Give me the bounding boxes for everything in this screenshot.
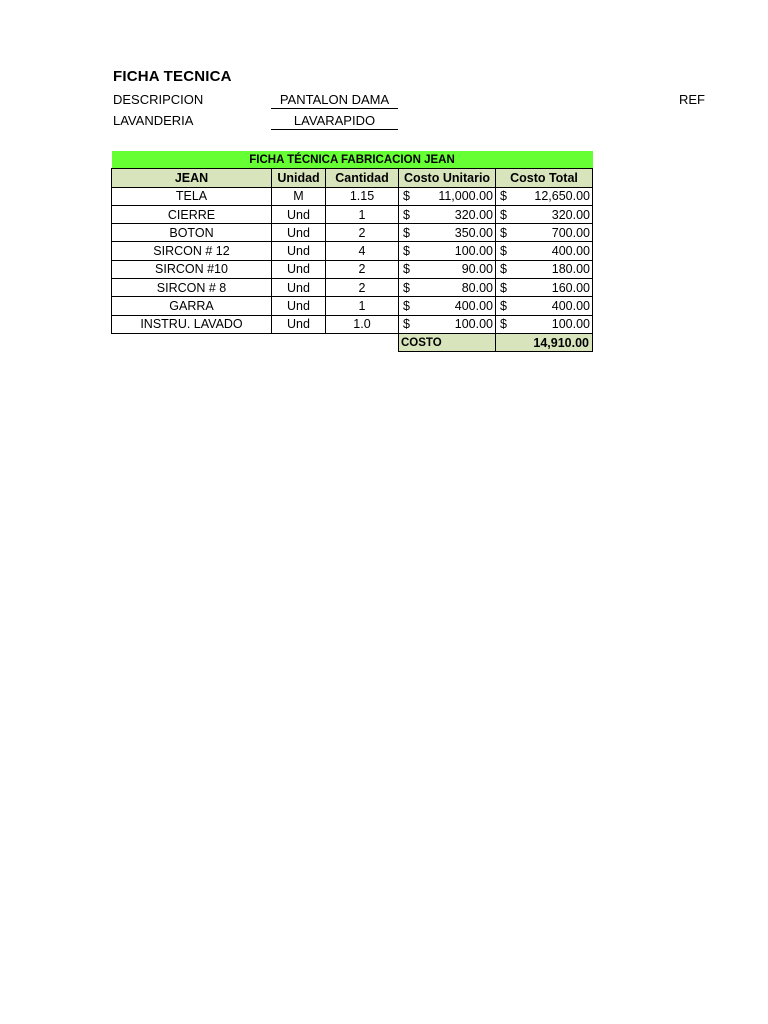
money-value [496, 317, 592, 331]
item-cell: GARRA [112, 297, 272, 315]
unit-cost-cell [399, 260, 496, 278]
money-value [399, 299, 495, 313]
quantity-cell: 1 [326, 205, 399, 223]
quantity-cell: 4 [326, 242, 399, 260]
money-value [399, 226, 495, 240]
money-value [496, 281, 592, 295]
currency-symbol: $ [403, 207, 410, 222]
money-value [399, 317, 495, 331]
amount: 180.00 [551, 262, 590, 277]
item-cell: SIRCON # 12 [112, 242, 272, 260]
currency-symbol: $ [403, 317, 410, 332]
total-value: 14,910.00 [496, 333, 593, 351]
total-cost-cell [496, 260, 593, 278]
money-value [399, 244, 495, 258]
total-cost-cell [496, 297, 593, 315]
currency-symbol: $ [403, 280, 410, 295]
column-header: Unidad [272, 169, 326, 187]
currency-symbol: $ [500, 225, 507, 240]
amount: 700.00 [551, 225, 590, 240]
table-row [112, 224, 593, 242]
quantity-cell: 1 [326, 297, 399, 315]
money-value [399, 281, 495, 295]
description-value: PANTALON DAMA [271, 92, 398, 109]
item-cell: INSTRU. LAVADO [112, 315, 272, 333]
money-value [496, 299, 592, 313]
money-value [399, 262, 495, 276]
quantity-cell: 2 [326, 224, 399, 242]
quantity-cell: 2 [326, 279, 399, 297]
total-spacer [112, 333, 399, 351]
currency-symbol: $ [500, 244, 507, 259]
item-cell: SIRCON #10 [112, 260, 272, 278]
column-header-row [112, 169, 593, 187]
unit-cell: Und [272, 242, 326, 260]
table-row [112, 315, 593, 333]
table-row [112, 187, 593, 205]
table-banner: FICHA TÉCNICA FABRICACION JEAN [112, 151, 593, 169]
column-header: JEAN [112, 169, 272, 187]
amount: 160.00 [551, 280, 590, 295]
unit-cost-cell [399, 187, 496, 205]
amount: 90.00 [461, 262, 493, 277]
cost-sheet-body [112, 151, 593, 352]
unit-cost-cell [399, 297, 496, 315]
unit-cell: Und [272, 224, 326, 242]
currency-symbol: $ [500, 280, 507, 295]
unit-cost-cell [399, 279, 496, 297]
money-value [496, 226, 592, 240]
unit-cost-cell [399, 205, 496, 223]
money-value [496, 262, 592, 276]
currency-symbol: $ [500, 189, 507, 204]
total-label: COSTO [399, 333, 496, 351]
clipped-edge-text: REF [679, 92, 705, 107]
amount: 11,000.00 [438, 189, 493, 204]
description-label: DESCRIPCION [113, 92, 204, 107]
amount: 100.00 [551, 317, 590, 332]
amount: 320.00 [454, 207, 493, 222]
amount: 100.00 [454, 317, 493, 332]
column-header: Costo Total [496, 169, 593, 187]
table-row [112, 260, 593, 278]
table-row [112, 242, 593, 260]
amount: 12,650.00 [534, 189, 590, 204]
total-cost-cell [496, 242, 593, 260]
currency-symbol: $ [403, 262, 410, 277]
currency-symbol: $ [403, 299, 410, 314]
laundry-value: LAVARAPIDO [271, 113, 398, 130]
amount: 320.00 [551, 207, 590, 222]
column-header: Costo Unitario [399, 169, 496, 187]
unit-cell: Und [272, 205, 326, 223]
unit-cost-cell [399, 224, 496, 242]
currency-symbol: $ [403, 189, 410, 204]
currency-symbol: $ [500, 317, 507, 332]
total-cost-cell [496, 224, 593, 242]
total-cost-cell [496, 279, 593, 297]
unit-cell: Und [272, 297, 326, 315]
quantity-cell: 2 [326, 260, 399, 278]
currency-symbol: $ [403, 244, 410, 259]
cost-sheet-table [111, 151, 593, 352]
unit-cell: Und [272, 279, 326, 297]
quantity-cell: 1.15 [326, 187, 399, 205]
page-title: FICHA TECNICA [113, 68, 232, 85]
item-cell: SIRCON # 8 [112, 279, 272, 297]
money-value [399, 208, 495, 222]
unit-cost-cell [399, 315, 496, 333]
item-cell: CIERRE [112, 205, 272, 223]
amount: 400.00 [551, 299, 590, 314]
currency-symbol: $ [500, 262, 507, 277]
total-cost-cell [496, 205, 593, 223]
amount: 400.00 [551, 244, 590, 259]
item-cell: BOTON [112, 224, 272, 242]
laundry-label: LAVANDERIA [113, 113, 194, 128]
column-header: Cantidad [326, 169, 399, 187]
money-value [496, 189, 592, 203]
quantity-cell: 1.0 [326, 315, 399, 333]
unit-cell: Und [272, 315, 326, 333]
amount: 100.00 [454, 244, 493, 259]
banner-row [112, 151, 593, 169]
unit-cost-cell [399, 242, 496, 260]
table-row [112, 205, 593, 223]
total-cost-cell [496, 187, 593, 205]
currency-symbol: $ [500, 207, 507, 222]
money-value [399, 189, 495, 203]
table-row [112, 297, 593, 315]
table-row [112, 279, 593, 297]
currency-symbol: $ [500, 299, 507, 314]
money-value [496, 244, 592, 258]
item-cell: TELA [112, 187, 272, 205]
total-row [112, 333, 593, 351]
unit-cell: Und [272, 260, 326, 278]
amount: 400.00 [454, 299, 493, 314]
money-value [496, 208, 592, 222]
currency-symbol: $ [403, 225, 410, 240]
amount: 80.00 [461, 280, 493, 295]
unit-cell: M [272, 187, 326, 205]
amount: 350.00 [454, 225, 493, 240]
total-cost-cell [496, 315, 593, 333]
